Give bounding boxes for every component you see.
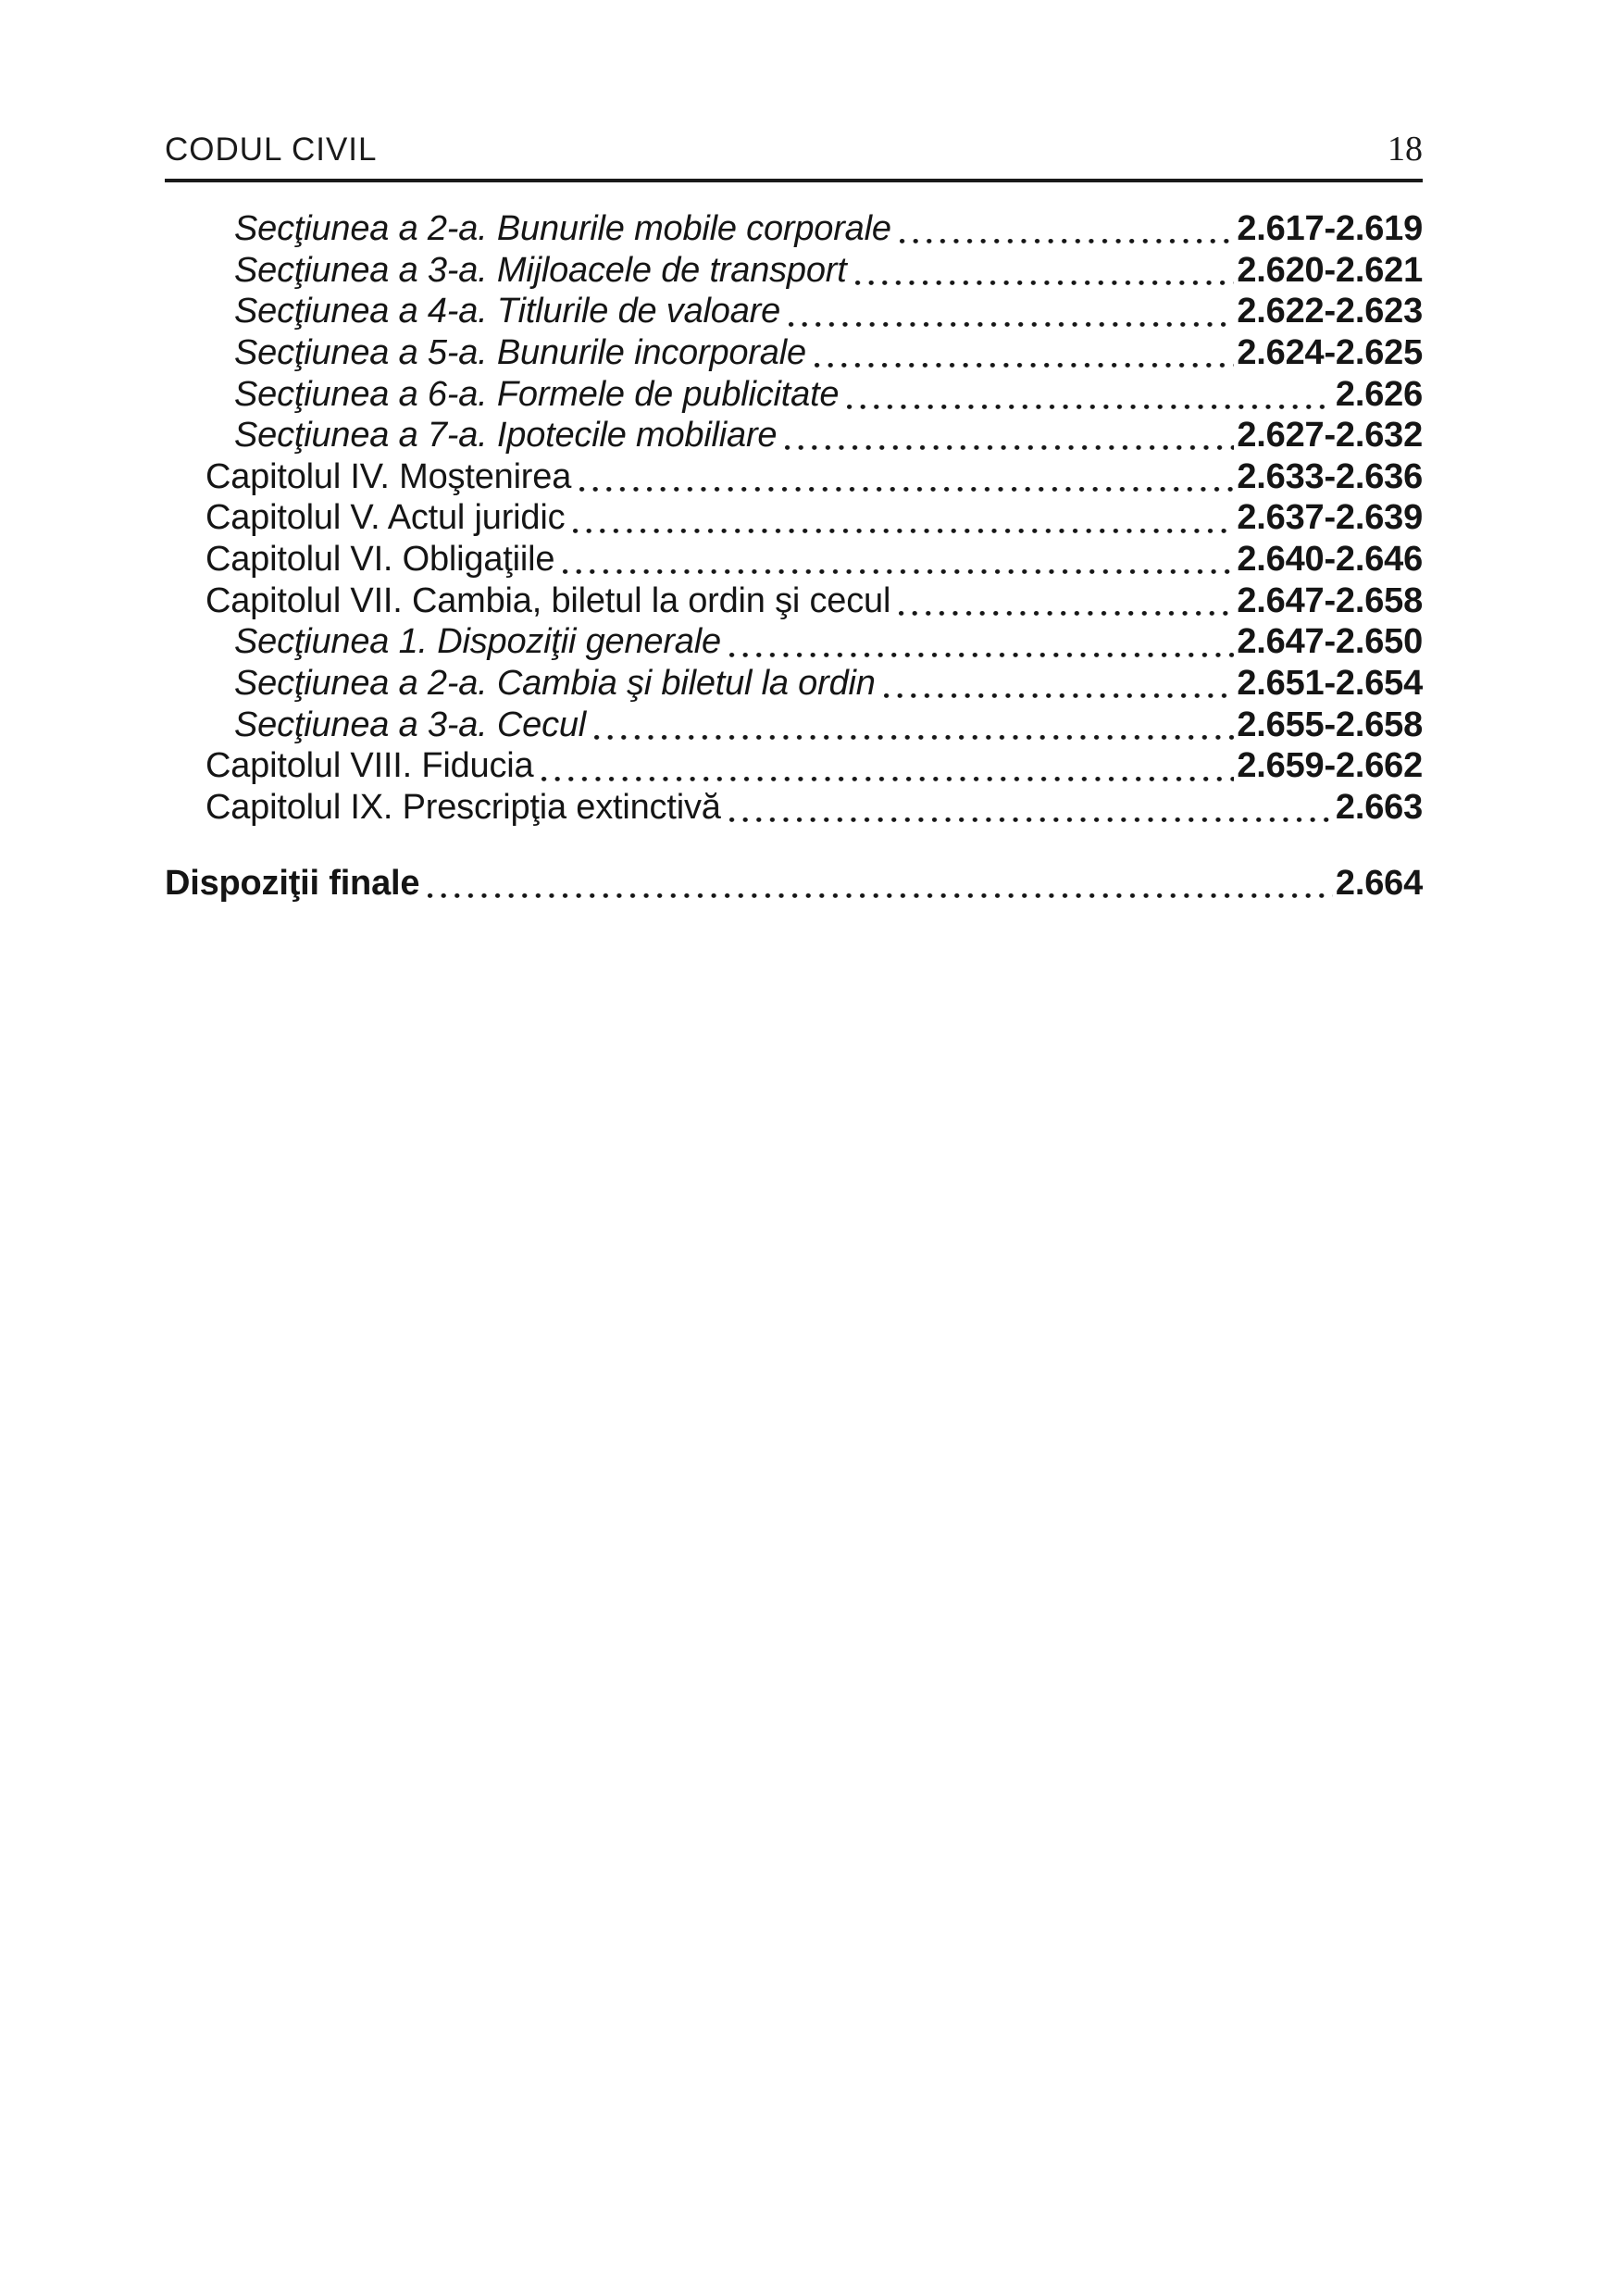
document-title: CODUL CIVIL [165,131,378,168]
toc-row [165,663,1423,705]
toc-entry-label: Capitolul IV. Moştenirea [205,456,572,496]
toc-entry-label: Secţiunea a 2-a. Bunurile mobile corporale [234,209,891,248]
toc-entry-pages: 2.617-2.619 [1237,209,1423,248]
page-number: 18 [1388,130,1423,168]
toc-entry-pages: 2.622-2.623 [1237,292,1423,331]
toc-entry-label: Secţiunea a 5-a. Bunurile incorporale [234,332,806,372]
toc-row [165,705,1423,746]
toc-entry-label: Secţiunea a 4-a. Titlurile de valoare [234,292,781,331]
toc-row [165,291,1423,332]
dot-leader [729,621,1234,663]
toc-row [165,374,1423,416]
toc-entry-label: Secţiunea a 3-a. Cecul [234,705,587,744]
toc-row [165,621,1423,663]
dot-leader [899,580,1234,622]
toc-row [165,539,1423,580]
toc-entry-pages: 2.637-2.639 [1237,498,1423,538]
toc-entry-pages: 2.620-2.621 [1237,250,1423,290]
toc-entry-pages: 2.663 [1335,787,1423,827]
dot-leader [900,208,1235,250]
toc-row [165,787,1423,829]
dot-leader [855,250,1235,292]
toc-entry-label: Capitolul V. Actul juridic [205,498,566,538]
running-header [165,0,1423,182]
toc-entry-label: Secţiunea a 6-a. Formele de publicitate [234,374,840,414]
toc-entry-label: Secţiunea a 3-a. Mijloacele de transport [234,250,847,290]
toc-entry-label: Capitolul IX. Prescripţia extinctivă [205,787,721,827]
document-page [0,0,1618,904]
toc-entry-pages: 2.640-2.646 [1237,540,1423,580]
toc-entry-pages: 2.651-2.654 [1237,664,1423,704]
toc-entry-pages: 2.655-2.658 [1237,705,1423,744]
dot-leader [884,663,1235,705]
toc-row [165,250,1423,292]
toc-entry-label: Dispoziţii finale [165,863,420,903]
toc-row [165,415,1423,456]
dot-leader [815,332,1234,374]
toc-row [165,456,1423,498]
dot-leader [789,291,1234,332]
toc-entry-label: Capitolul VIII. Fiducia [205,746,534,786]
dot-leader [579,456,1234,498]
toc-entry-label: Secţiunea a 7-a. Ipotecile mobiliare [234,416,778,455]
toc-entry-label: Secţiunea 1. Dispoziţii generale [234,622,721,662]
toc-row [165,745,1423,787]
toc-row [165,497,1423,539]
toc-entry-pages: 2.627-2.632 [1237,416,1423,455]
toc-entry-label: Secţiunea a 2-a. Cambia şi biletul la ordin [234,664,876,704]
dot-leader [729,787,1333,829]
dot-leader [847,374,1333,416]
dot-leader [428,863,1333,905]
dot-leader [563,539,1234,580]
toc-list [165,208,1423,904]
toc-row [165,580,1423,622]
dot-leader [594,705,1234,746]
toc-entry-pages: 2.633-2.636 [1237,456,1423,496]
toc-entry-pages: 2.647-2.650 [1237,622,1423,662]
dot-leader [541,745,1234,787]
toc-entry-pages: 2.626 [1335,374,1423,414]
dot-leader [785,415,1234,456]
toc-row [165,332,1423,374]
toc-entry-label: Capitolul VII. Cambia, biletul la ordin şi cecul [205,580,891,620]
toc-row [165,863,1423,905]
toc-entry-pages: 2.664 [1335,863,1423,903]
toc-entry-pages: 2.659-2.662 [1237,746,1423,786]
dot-leader [573,497,1234,539]
toc-entry-pages: 2.647-2.658 [1237,580,1423,620]
toc-entry-label: Capitolul VI. Obligaţiile [205,540,555,580]
toc-row [165,208,1423,250]
toc-entry-pages: 2.624-2.625 [1237,332,1423,372]
